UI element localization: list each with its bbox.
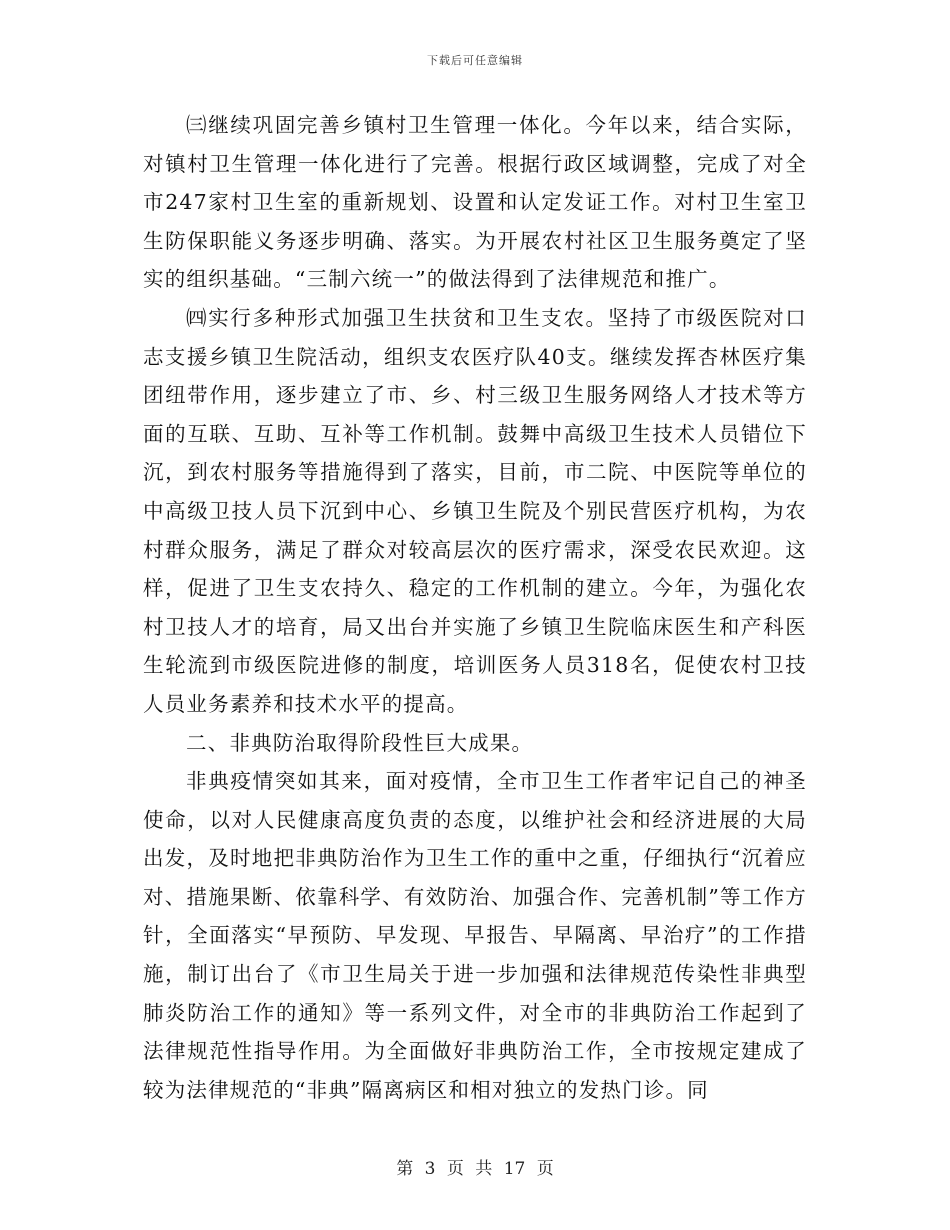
- section-heading-sars-prevention: 二、非典防治取得阶段性巨大成果。: [186, 730, 534, 755]
- page-number-footer: 第 3 页 共 17 页: [396, 1159, 554, 1179]
- paragraph-village-health-integration: ㈢继续巩固完善乡镇村卫生管理一体化。今年以来，结合实际，对镇村卫生管理一体化进行了完善。根据行政区域调整，完成了对全市247家村卫生室的重新规划、设置和认定发证工作。对村卫生室卫生防保职能义务逐步明确、落实。为开展农村社区卫生服务奠定了坚实的组织基础。“三制六统一”的做法得到了法律规范和推广。: [143, 113, 807, 292]
- body-text: [143, 106, 807, 1109]
- page-header: 下载后可任意编辑: [427, 54, 523, 67]
- paragraph-health-poverty-support: ㈣实行多种形式加强卫生扶贫和卫生支农。坚持了市级医院对口志支援乡镇卫生院活动，组织支农医疗队40支。继续发挥杏林医疗集团纽带作用，逐步建立了市、乡、村三级卫生服务网络人才技术等方面的互联、互助、互补等工作机制。鼓舞中高级卫生技术人员错位下沉，到农村服务等措施得到了落实，目前，市二院、中医院等单位的中高级卫技人员下沉到中心、乡镇卫生院及个别民营医疗机构，为农村群众服务，满足了群众对较高层次的医疗需求，深受农民欢迎。这样，促进了卫生支农持久、稳定的工作机制的建立。今年，为强化农村卫技人才的培育，局又出台并实施了乡镇卫生院临床医生和产科医生轮流到市级医院进修的制度，培训医务人员318名，促使农村卫技人员业务素养和技术水平的提高。: [143, 305, 807, 716]
- paragraph-sars-prevention: 非典疫情突如其来，面对疫情，全市卫生工作者牢记自己的神圣使命，以对人民健康高度负责的态度，以维护社会和经济进展的大局出发，及时地把非典防治作为卫生工作的重中之重，仔细执行“沉着应对、措施果断、依靠科学、有效防治、加强合作、完善机制”等工作方针，全面落实“早预防、早发现、早报告、早隔离、早治疗”的工作措施，制订出台了《市卫生局关于进一步加强和法律规范传染性非典型肺炎防治工作的通知》等一系列文件，对全市的非典防治工作起到了法律规范性指导作用。为全面做好非典防治工作，全市按规定建成了较为法律规范的“非典”隔离病区和相对独立的发热门诊。同: [143, 769, 807, 1102]
